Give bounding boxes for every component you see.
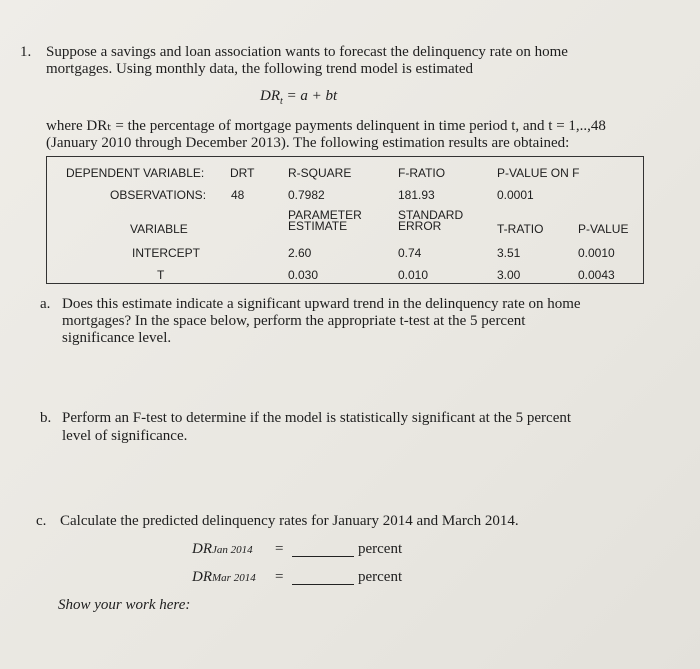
dr-mar-2014-label: DRMar 2014	[192, 569, 256, 585]
row-intercept-std-error: 0.74	[398, 246, 422, 260]
work-area[interactable]	[46, 620, 646, 660]
header-standard-line-2: ERROR	[398, 219, 442, 233]
dr-jan-2014-equals: =	[275, 541, 284, 557]
dr-jan-2014-answer-blank[interactable]	[292, 544, 354, 562]
f-ratio-value: 181.93	[398, 188, 435, 202]
part-a-line-3: significance level.	[62, 330, 172, 346]
observations-label: OBSERVATIONS:	[110, 188, 207, 202]
trend-model-equation: $DR_t = a$ + bt	[260, 88, 338, 107]
part-b-line-2: level of significance.	[62, 428, 188, 444]
problem-intro-line-2: mortgages. Using monthly data, the following trend model is estimated	[46, 61, 474, 77]
header-t-ratio: T-RATIO	[497, 222, 544, 236]
header-variable: VARIABLE	[130, 222, 188, 236]
observations-value: 48	[231, 188, 245, 202]
part-a-line-2: mortgages? In the space below, perform the appropriate t-test at the 5 percent	[62, 313, 526, 329]
part-b-label: b.	[40, 410, 52, 426]
show-work-prompt: Show your work here:	[58, 597, 191, 613]
part-c-label: c.	[36, 513, 47, 529]
header-parameter-line-1: PARAMETER	[288, 208, 362, 222]
row-t-t-ratio: 3.00	[497, 268, 521, 282]
p-value-on-f-value: 0.0001	[497, 188, 534, 202]
where-definition-line-2: (January 2010 through December 2013). The following estimation results are obtained:	[46, 135, 570, 151]
r-square-value: 0.7982	[288, 188, 325, 202]
row-intercept-estimate: 2.60	[288, 246, 312, 260]
problem-number: 1.	[20, 44, 32, 60]
f-ratio-label: F-RATIO	[398, 166, 446, 180]
row-intercept-p-value: 0.0010	[578, 246, 615, 260]
header-p-value: P-VALUE	[578, 222, 629, 236]
row-t-estimate: 0.030	[288, 268, 319, 282]
row-t-std-error: 0.010	[398, 268, 429, 282]
row-t-variable: T	[157, 268, 165, 282]
row-t-p-value: 0.0043	[578, 268, 615, 282]
part-b-line-1: Perform an F-test to determine if the model is statistically significant at the 5 percent	[62, 410, 572, 426]
dr-jan-2014-unit: percent	[358, 541, 403, 557]
dr-mar-2014-unit: percent	[358, 569, 403, 585]
dr-jan-2014-label: DRJan 2014	[192, 541, 253, 557]
part-c-line-1: Calculate the predicted delinquency rates for January 2014 and March 2014.	[60, 513, 519, 529]
part-a-line-1: Does this estimate indicate a significant upward trend in the delinquency rate on home	[62, 296, 581, 312]
row-intercept-t-ratio: 3.51	[497, 246, 521, 260]
part-a-label: a.	[40, 296, 51, 312]
row-intercept-variable: INTERCEPT	[132, 246, 201, 260]
header-parameter-line-2: ESTIMATE	[288, 219, 348, 233]
r-square-label: R-SQUARE	[288, 166, 352, 180]
dependent-variable-label: DEPENDENT VARIABLE:	[66, 166, 205, 180]
problem-intro-line-1: Suppose a savings and loan association wants to forecast the delinquency rate on home	[46, 44, 568, 60]
dependent-variable-value: DRT	[230, 166, 255, 180]
dr-mar-2014-equals: =	[275, 569, 284, 585]
header-standard-line-1: STANDARD	[398, 208, 464, 222]
where-definition-line-1: where DRₜ = the percentage of mortgage payments delinquent in time period t, and t = 1,..,48	[46, 118, 606, 134]
dr-mar-2014-answer-blank[interactable]	[292, 572, 354, 590]
p-value-on-f-label: P-VALUE ON F	[497, 166, 580, 180]
